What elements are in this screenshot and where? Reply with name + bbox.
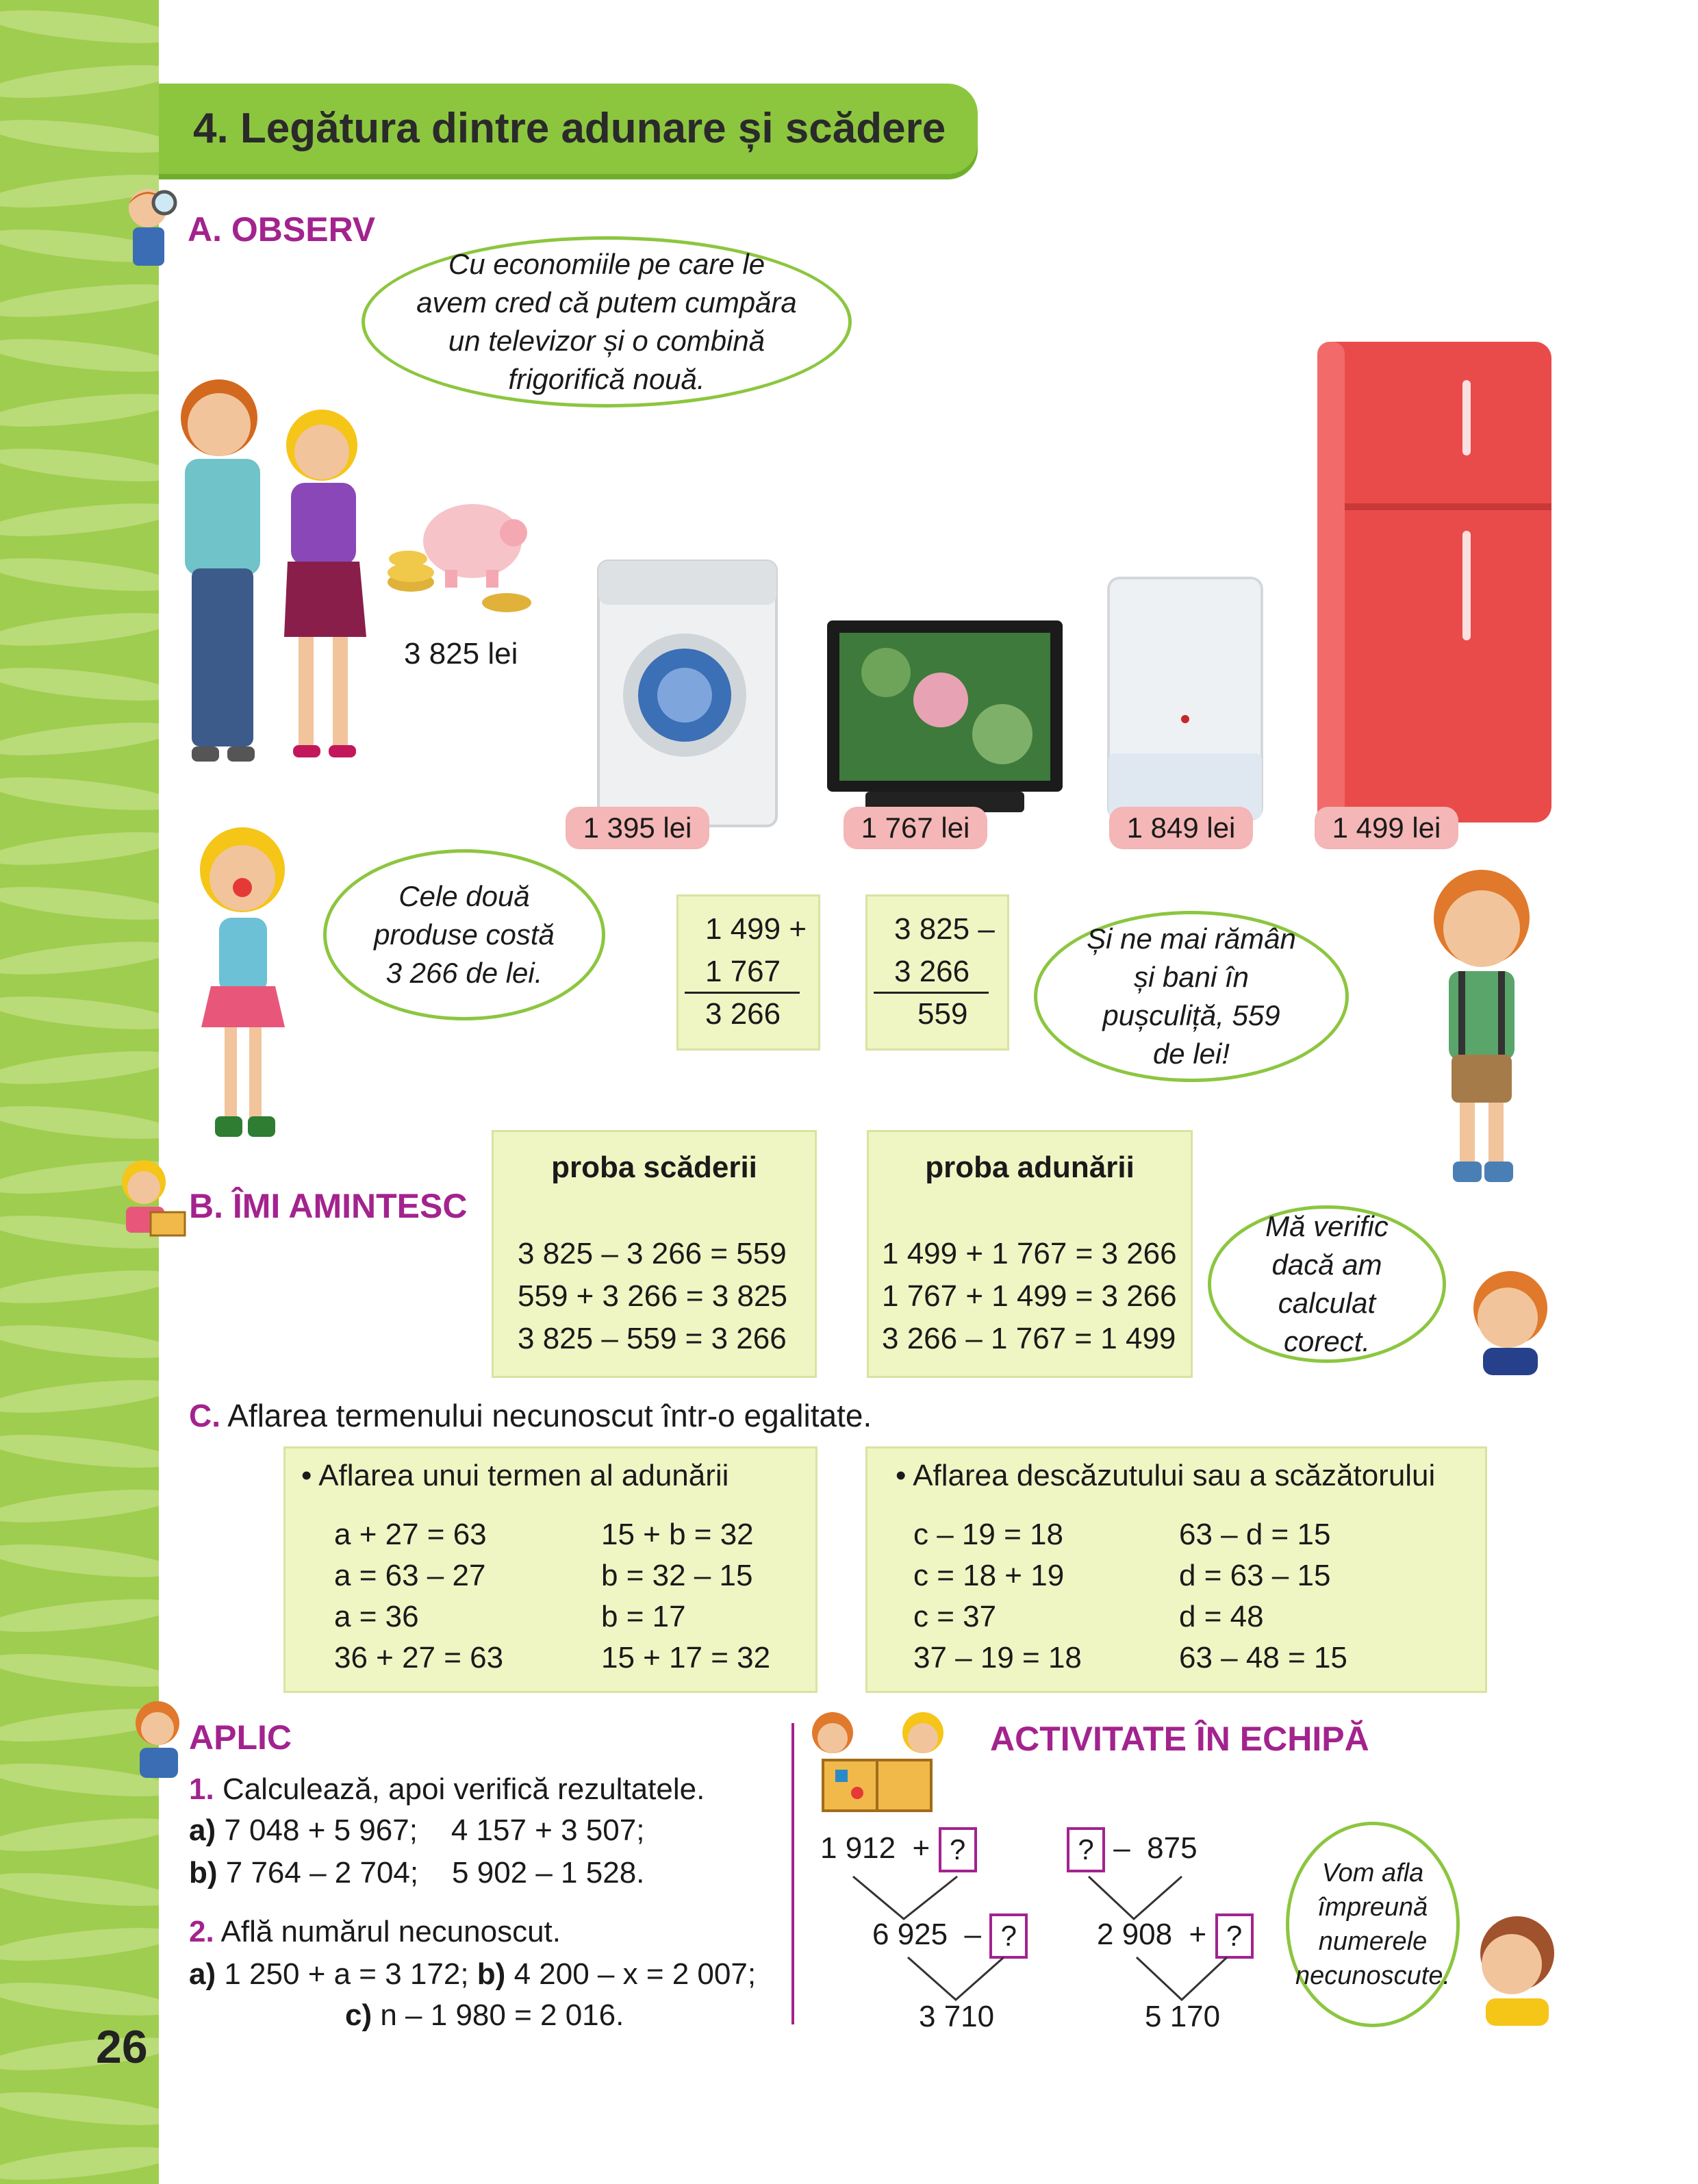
- exercise-1a-label: a): [189, 1813, 216, 1847]
- right-col1-line-1: c – 19 = 18: [913, 1518, 1063, 1551]
- proba-scaderii-line-2: 559 + 3 266 = 3 825: [518, 1279, 787, 1313]
- stripe-wave: [0, 58, 159, 104]
- stripe-wave: [0, 387, 159, 433]
- page-number: 26: [96, 2021, 148, 2073]
- sub-calc-row2: 3 266: [894, 955, 970, 988]
- tree1-connectors: [842, 1870, 1006, 2007]
- left-col2-line-2: b = 32 – 15: [601, 1559, 753, 1592]
- refrigerator-image: [1315, 339, 1554, 825]
- price-tag-boiler: 1 849 lei: [1109, 807, 1253, 849]
- proba-adunarii-line-1: 1 499 + 1 767 = 3 266: [882, 1237, 1177, 1270]
- right-col2-line-2: d = 63 – 15: [1179, 1559, 1331, 1592]
- exercise-2ab: [189, 1957, 756, 1992]
- left-col1-line-3: a = 36: [334, 1600, 419, 1633]
- exercise-2c-text: n – 1 980 = 2 016.: [380, 1998, 624, 2032]
- tree2-top: [1067, 1827, 1198, 1872]
- sub-calc-row1: 3 825 –: [894, 912, 995, 946]
- boiler-image: [1106, 575, 1265, 822]
- section-b-label: B. ÎMI AMINTESC: [189, 1187, 468, 1225]
- proba-adunarii-title: proba adunării: [925, 1151, 1135, 1184]
- reading-kid-icon: [103, 1157, 189, 1240]
- section-c-heading: [189, 1397, 872, 1434]
- team-speech-bubble: Vom afla împreună numerele necunoscute.: [1286, 1822, 1460, 2027]
- exercise-2-number: 2.: [189, 1915, 214, 1948]
- add-calc-row1: 1 499 +: [705, 912, 807, 946]
- detective-boy-icon: [121, 184, 178, 273]
- page-title: 4. Legătura dintre adunare și scădere: [193, 105, 946, 152]
- exercise-1a: [189, 1813, 644, 1848]
- stripe-wave: [0, 2085, 159, 2131]
- exercise-1b-text: 7 764 – 2 704; 5 902 – 1 528.: [225, 1856, 645, 1890]
- stripe-wave: [0, 3, 159, 49]
- exercise-2a-text: 1 250 + a = 3 172;: [224, 1957, 469, 1991]
- price-tag-washing-machine: 1 395 lei: [566, 807, 709, 849]
- television-image: [824, 618, 1065, 823]
- left-col1-line-1: a + 27 = 63: [334, 1518, 487, 1551]
- stripe-wave: [0, 442, 159, 488]
- parents-illustration: [164, 342, 411, 781]
- exercise-2c: [345, 1998, 624, 2033]
- tree2-connectors: [1082, 1870, 1246, 2007]
- stripe-wave: [0, 1866, 159, 1912]
- stripe-wave: [0, 1976, 159, 2022]
- section-a-label: A. OBSERV: [188, 210, 376, 249]
- stripe-wave: [0, 1044, 159, 1090]
- proba-scaderii-title: proba scăderii: [551, 1151, 757, 1184]
- tree2-unknown-1[interactable]: ?: [1067, 1827, 1105, 1872]
- stripe-wave: [0, 825, 159, 871]
- stripe-wave: [0, 990, 159, 1035]
- exercise-2-text: Află numărul necunoscut.: [220, 1915, 561, 1948]
- subtraction-term-title: • Aflarea descăzutului sau a scăzătorului: [896, 1459, 1436, 1492]
- girl-with-clown-nose-illustration: [185, 822, 301, 1151]
- right-col1-line-2: c = 18 + 19: [913, 1559, 1065, 1592]
- proba-adunarii-line-3: 3 266 – 1 767 = 1 499: [882, 1322, 1176, 1355]
- verify-speech-bubble: Mă verific dacă am calculat corect.: [1208, 1205, 1446, 1363]
- stripe-wave: [0, 1428, 159, 1474]
- exercise-2c-label: c): [345, 1998, 372, 2032]
- proba-scaderii-line-1: 3 825 – 3 266 = 559: [518, 1237, 787, 1270]
- add-calc-result: 3 266: [705, 997, 781, 1031]
- stripe-wave: [0, 1592, 159, 1638]
- add-calc-row2: 1 767: [705, 955, 781, 988]
- stripe-wave: [0, 1483, 159, 1529]
- team-activity-label: ACTIVITATE ÎN ECHIPĂ: [990, 1720, 1369, 1758]
- girl-speech-bubble: Cele două produse costă 3 266 de lei.: [323, 849, 605, 1020]
- addition-term-title: • Aflarea unui termen al adunării: [301, 1459, 729, 1492]
- boy-with-suspenders-illustration: [1413, 863, 1550, 1192]
- stripe-wave: [0, 113, 159, 159]
- stripe-wave: [0, 770, 159, 816]
- exercise-1-statement: [189, 1772, 705, 1807]
- tree1-top-left: [820, 1827, 977, 1872]
- price-tag-refrigerator: 1 499 lei: [1315, 807, 1458, 849]
- exercise-1a-text: 7 048 + 5 967; 4 157 + 3 507;: [224, 1813, 645, 1847]
- tree1-middle-term: 6 925 –: [872, 1918, 982, 1951]
- washing-machine-image: [596, 558, 779, 829]
- tree1-unknown-2[interactable]: ?: [989, 1913, 1028, 1959]
- piggy-bank-icon: [383, 493, 541, 616]
- right-col1-line-3: c = 37: [913, 1600, 997, 1633]
- stripe-wave: [0, 277, 159, 323]
- right-col2-line-3: d = 48: [1179, 1600, 1264, 1633]
- stripe-wave: [0, 716, 159, 762]
- stripe-wave: [0, 551, 159, 597]
- section-c-label: Aflarea termenului necunoscut într-o egalitate.: [227, 1398, 872, 1433]
- exercise-2a-label: a): [189, 1957, 216, 1991]
- left-col2-line-4: 15 + 17 = 32: [601, 1641, 771, 1674]
- stripe-wave: [0, 1921, 159, 1967]
- sub-calc-result: 559: [917, 997, 968, 1031]
- left-col2-line-1: 15 + b = 32: [601, 1518, 754, 1551]
- exercise-2-statement: [189, 1915, 561, 1949]
- savings-amount: 3 825 lei: [404, 637, 518, 670]
- stripe-wave: [0, 1647, 159, 1693]
- stripe-wave: [0, 1099, 159, 1145]
- exercise-1b-label: b): [189, 1856, 218, 1890]
- left-col1-line-4: 36 + 27 = 63: [334, 1641, 504, 1674]
- price-tag-television: 1 767 lei: [844, 807, 987, 849]
- stripe-wave: [0, 1811, 159, 1857]
- tree2-middle-term: 2 908 +: [1097, 1918, 1207, 1951]
- exercise-1b: [189, 1856, 644, 1890]
- stripe-wave: [0, 1318, 159, 1364]
- stripe-wave: [0, 332, 159, 378]
- boy-speech-bubble: Și ne mai rămân și bani în pușculiță, 559 de lei!: [1034, 911, 1349, 1082]
- right-col2-line-4: 63 – 48 = 15: [1179, 1641, 1347, 1674]
- right-col2-line-1: 63 – d = 15: [1179, 1518, 1331, 1551]
- column-divider: [791, 1723, 794, 2024]
- stripe-wave: [0, 935, 159, 981]
- stripe-wave: [0, 1373, 159, 1419]
- tree1-first-term: 1 912 +: [820, 1831, 930, 1865]
- right-col1-line-4: 37 – 19 = 18: [913, 1641, 1082, 1674]
- exercise-1-number: 1.: [189, 1772, 214, 1806]
- writing-boy-icon: [129, 1698, 188, 1781]
- proba-scaderii-line-3: 3 825 – 559 = 3 266: [518, 1322, 787, 1355]
- stripe-wave: [0, 1537, 159, 1583]
- stripe-wave: [0, 2140, 159, 2184]
- exercise-1-text: Calculează, apoi verifică rezultatele.: [222, 1772, 705, 1806]
- exercise-2b-label: b): [477, 1957, 506, 1991]
- tree2-first-term: – 875: [1113, 1831, 1198, 1865]
- boy-face-icon: [1465, 1267, 1554, 1377]
- tree2-unknown-2[interactable]: ?: [1215, 1913, 1254, 1959]
- stripe-wave: [0, 606, 159, 652]
- stripe-wave: [0, 1264, 159, 1309]
- left-col1-line-2: a = 63 – 27: [334, 1559, 486, 1592]
- stripe-wave: [0, 880, 159, 926]
- parent-speech-bubble: Cu economiile pe care le avem cred că putem cumpăra un televizor și o combină frigorifică nouă.: [362, 236, 852, 407]
- stripe-wave: [0, 661, 159, 707]
- stripe-wave: [0, 497, 159, 542]
- proba-adunarii-line-2: 1 767 + 1 499 = 3 266: [882, 1279, 1177, 1313]
- tree2-result: 5 170: [1145, 2000, 1221, 2033]
- tree1-unknown-1[interactable]: ?: [939, 1827, 977, 1872]
- left-col2-line-3: b = 17: [601, 1600, 686, 1633]
- exercise-2b-text: 4 200 – x = 2 007;: [514, 1957, 757, 1991]
- aplic-label: APLIC: [189, 1718, 292, 1757]
- left-decorative-stripe: [0, 0, 159, 2184]
- boy-profile-icon: [1472, 1911, 1554, 2027]
- tree1-result: 3 710: [919, 2000, 995, 2033]
- team-book-icon: [802, 1705, 952, 1815]
- section-c-letter: C.: [189, 1398, 220, 1433]
